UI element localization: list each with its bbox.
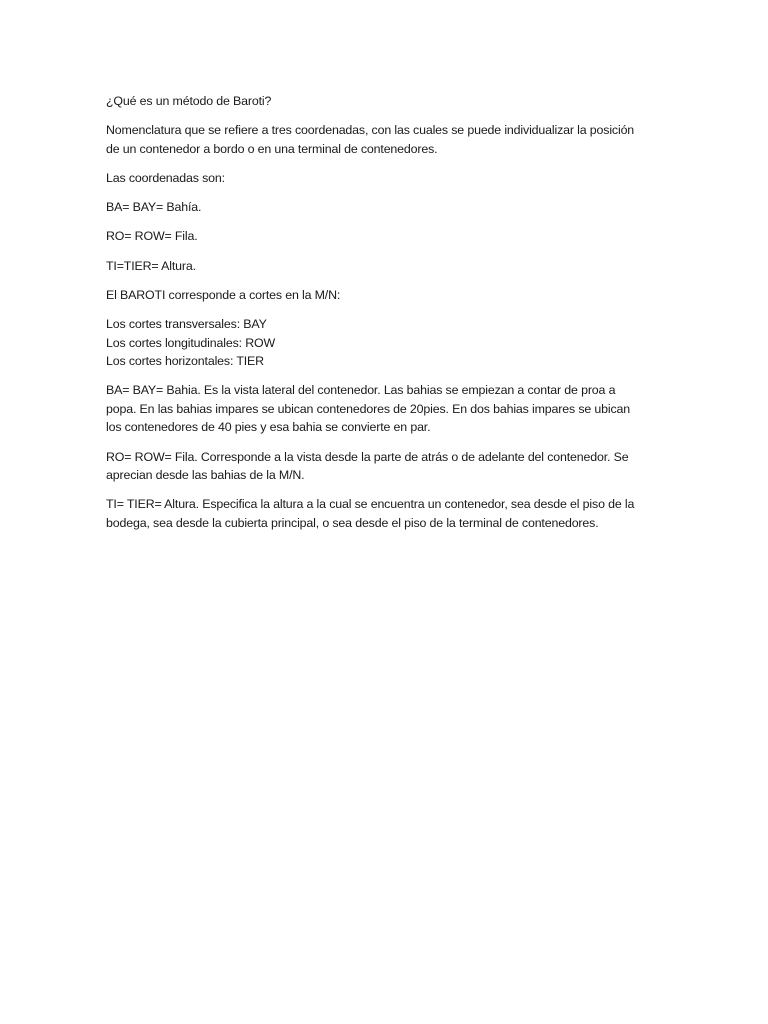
bay-line: los contenedores de 40 pies y esa bahia se convierte en par. <box>106 420 431 435</box>
coordinate-row <box>106 227 668 246</box>
coordinate-row-line: RO= ROW= Fila. <box>106 229 198 244</box>
cuts-list <box>106 315 668 371</box>
document-title <box>106 92 668 111</box>
coordinate-tier-line: TI=TIER= Altura. <box>106 258 196 273</box>
cuts-heading-line: El BAROTI corresponde a cortes en la M/N: <box>106 287 341 302</box>
cuts-heading <box>106 286 668 305</box>
coordinates-heading-line: Las coordenadas son: <box>106 170 225 185</box>
tier-line: TI= TIER= Altura. Especifica la altura a la cual se encuentra un contenedor, sea desde el piso de la <box>106 497 635 512</box>
cut-item: Los cortes transversales: BAY <box>106 316 267 331</box>
coordinate-bay <box>106 198 668 217</box>
tier-line: bodega, sea desde la cubierta principal, o sea desde el piso de la terminal de contenedores. <box>106 516 599 531</box>
bay-line: popa. En las bahias impares se ubican contenedores de 20pies. En dos bahias impares se ubican <box>106 401 631 416</box>
definition-line: de un contenedor a bordo o en una terminal de contenedores. <box>106 141 438 156</box>
definition-paragraph <box>106 121 668 158</box>
coordinates-heading <box>106 169 668 188</box>
bay-paragraph <box>106 381 668 437</box>
cut-item: Los cortes longitudinales: ROW <box>106 335 276 350</box>
cut-item: Los cortes horizontales: TIER <box>106 354 264 369</box>
definition-line: Nomenclatura que se refiere a tres coordenadas, con las cuales se puede individualizar la posición <box>106 123 635 138</box>
row-line: RO= ROW= Fila. Corresponde a la vista desde la parte de atrás o de adelante del contenedor. Se <box>106 449 629 464</box>
coordinate-tier <box>106 257 668 276</box>
row-line: aprecian desde las bahias de la M/N. <box>106 468 305 483</box>
coordinate-bay-line: BA= BAY= Bahía. <box>106 200 202 215</box>
tier-paragraph <box>106 495 668 532</box>
title-line: ¿Qué es un método de Baroti? <box>106 94 272 108</box>
row-paragraph <box>106 448 668 485</box>
bay-line: BA= BAY= Bahia. Es la vista lateral del contenedor. Las bahias se empiezan a contar de proa a <box>106 383 616 398</box>
